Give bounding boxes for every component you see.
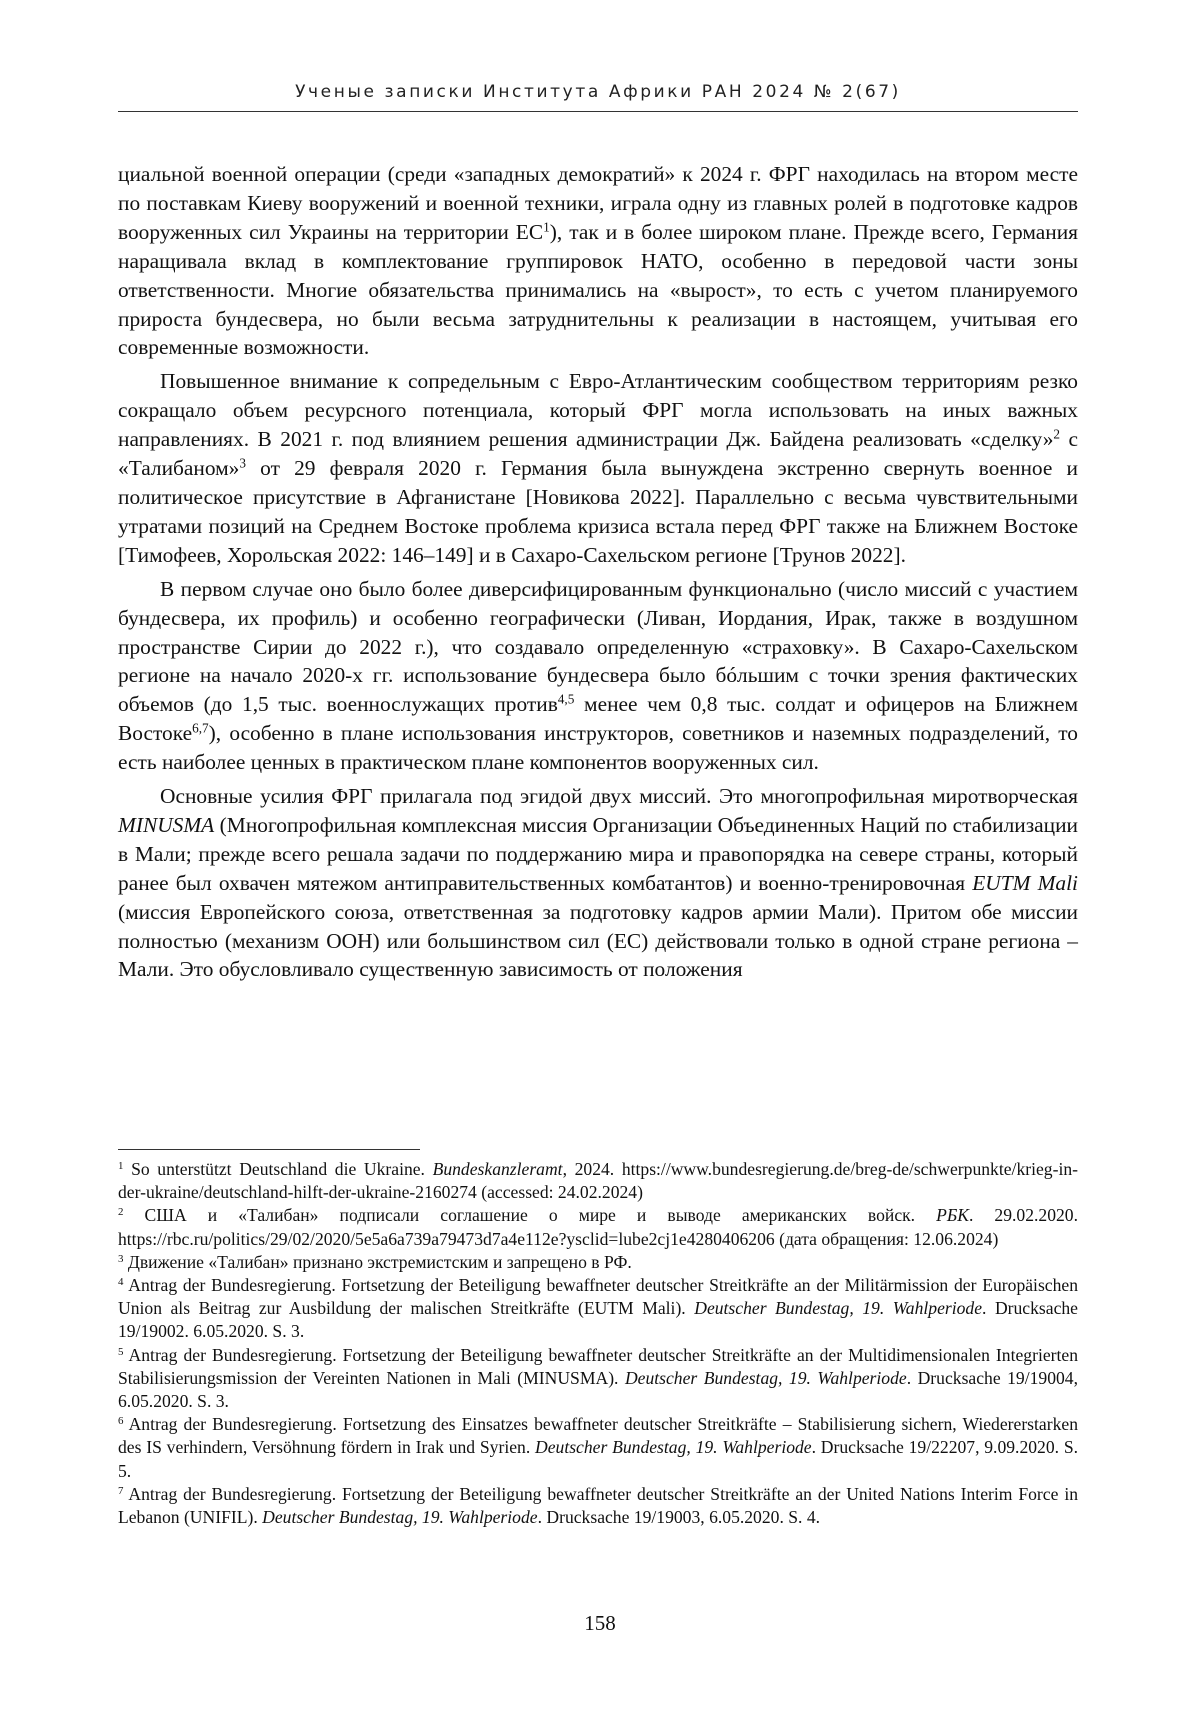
footnote-ref: 3 bbox=[239, 455, 247, 471]
mission-name: MINUSMA bbox=[118, 812, 215, 837]
paragraph: В первом случае оно было более диверсифицированным функционально (число миссий с участием бундесвера, их профиль) и особенно географически (Ливан, Иордания, Ирак, также в воздушном пространстве Сирии до 2022 г.), что создавало определенную «страховку». В Сахаро-Сахельском регионе на начало 2020-х гг. использование бундесвера было бóльшим с точки зрения фактических объемов (до 1,5 тыс. военнослужащих против$^{4,5}$ менее чем 0,8 тыс. солдат и офицеров на Ближнем Востоке$^{6,7}$), особенно в плане использования инструкторов, советников и наземных подразделений, то есть наиболее ценных в практическом плане компонентов вооруженных сил. bbox=[118, 576, 1079, 775]
footnote-ref: 6,7 bbox=[192, 720, 209, 736]
footnote: $^4$ Antrag der Bundesregierung. Fortsetzung der Beteiligung bewaffneter deutscher Streitkräfte an der Militärmission der Europäischen Union als Beitrag zur Ausbildung der malischen Streitkräfte (EUTM Mali). Deutscher Bundestag, 19. Wahlperiode. Drucksache 19/19002. 6.05.2020. S. 3. bbox=[118, 1275, 1078, 1342]
footnote-number: 3 bbox=[118, 1252, 124, 1265]
footnote-number: 6 bbox=[118, 1415, 124, 1428]
footnote-ref: 4,5 bbox=[557, 692, 575, 708]
footnote: $^2$ США и «Талибан» подписали соглашение о мире и выводе американских войск. РБК. 29.02.2020. https://rbc.ru/politics/29/02/2020/5e5a6a739a79473d7a4e112e?ysclid=lube2cj1e4280406206 (дата обращения: 12.06.2024) bbox=[118, 1205, 1078, 1249]
mission-name: EUTM Mali bbox=[972, 870, 1079, 895]
footnote-rule bbox=[118, 1149, 420, 1150]
running-head: Ученые записки Института Африки РАН 2024 № 2(67) bbox=[295, 82, 901, 102]
footnote-number: 4 bbox=[118, 1276, 124, 1289]
body-text bbox=[118, 160, 1078, 984]
paragraph: циальной военной операции (среди «западных демократий» к 2024 г. ФРГ находилась на втором месте по поставкам Киеву вооружений и военной техники, играла одну из главных ролей в подготовке кадров вооруженных сил Украины на территории $ЕС^1$), так и в более широком плане. Прежде всего, Германия наращивала вклад в комплектование группировок НАТО, особенно в передовой части зоны ответственности. Многие обязательства принимались на «вырост», то есть с учетом планируемого прироста бундесвера, но были весьма затруднительны к реализации в настоящем, учитывая его современные возможности. bbox=[118, 162, 1079, 360]
page-number: 158 bbox=[584, 1611, 616, 1635]
footnote-number: 5 bbox=[118, 1345, 124, 1358]
paragraph: Повышенное внимание к сопредельным с Евро-Атлантическим сообществом территориям резко сокращало объем ресурсного потенциала, который ФРГ могла использовать на иных важных направлениях. В 2021 г. под влиянием решения администрации Дж. Байдена реализовать «сделку»$^2$ с «Талибаном»$^3$ от 29 февраля 2020 г. Германия была вынуждена экстренно свернуть военное и политическое присутствие в Афганистане [Новикова 2022]. Параллельно с весьма чувствительными утратами позиций на Среднем Востоке проблема кризиса встала перед ФРГ также на Ближнем Востоке [Тимофеев, Хорольская 2022: 146–149] и в Сахаро-Сахельском регионе [Трунов 2022]. bbox=[118, 369, 1079, 567]
footnote: $^1$ So unterstützt Deutschland die Ukraine. Bundeskanzleramt, 2024. https://www.bundesregierung.de/breg-de/schwerpunkte/krieg-in-der-ukraine/deutschland-hilft-der-ukraine-2160274 (accessed: 24.02.2024) bbox=[118, 1159, 1078, 1203]
footnote-number: 2 bbox=[118, 1206, 124, 1219]
footnote: $^5$ Antrag der Bundesregierung. Fortsetzung der Beteiligung bewaffneter deutscher Streitkräfte an der Multidimensionalen Integrierten Stabilisierungsmission der Vereinten Nationen in Mali (MINUSMA). Deutscher Bundestag, 19. Wahlperiode. Drucksache 19/19004, 6.05.2020. S. 3. bbox=[118, 1344, 1079, 1412]
footnotes bbox=[118, 1158, 1078, 1529]
footnote-ref: 2 bbox=[1053, 426, 1061, 442]
footnote: $^6$ Antrag der Bundesregierung. Fortsetzung des Einsatzes bewaffneter deutscher Streitkräfte – Stabilisierung sichern, Wiedererstarken des IS verhindern, Versöhnung fördern in Irak und Syrien. Deutscher Bundestag, 19. Wahlperiode. Drucksache 19/22207, 9.09.2020. S. 5. bbox=[118, 1414, 1079, 1481]
paragraph: Основные усилия ФРГ прилагала под эгидой двух миссий. Это многопрофильная миротворческая MINUSMA (Многопрофильная комплексная миссия Организации Объединенных Наций по стабилизации в Мали; прежде всего решала задачи по поддержанию мира и правопорядка на севере страны, который ранее был охвачен мятежом антиправительственных комбатантов) и военно-тренировочная EUTM Mali (миссия Европейского союза, ответственная за подготовку кадров армии Мали). Притом обе миссии полностью (механизм ООН) или большинством сил (ЕС) действовали только в одной стране региона – Мали. Это обусловливало существенную зависимость от положения bbox=[118, 784, 1079, 982]
footnote-number: 7 bbox=[118, 1484, 124, 1497]
footnote: $^3$ Движение «Талибан» признано экстремистским и запрещено в РФ. bbox=[118, 1251, 632, 1272]
footnote-ref: 1 bbox=[543, 219, 550, 235]
header-rule bbox=[118, 111, 1078, 112]
footnote: $^7$ Antrag der Bundesregierung. Fortsetzung der Beteiligung bewaffneter deutscher Streitkräfte an der United Nations Interim Force in Lebanon (UNIFIL). Deutscher Bundestag, 19. Wahlperiode. Drucksache 19/19003, 6.05.2020. S. 4. bbox=[118, 1483, 1078, 1528]
footnote-number: 1 bbox=[118, 1160, 124, 1172]
